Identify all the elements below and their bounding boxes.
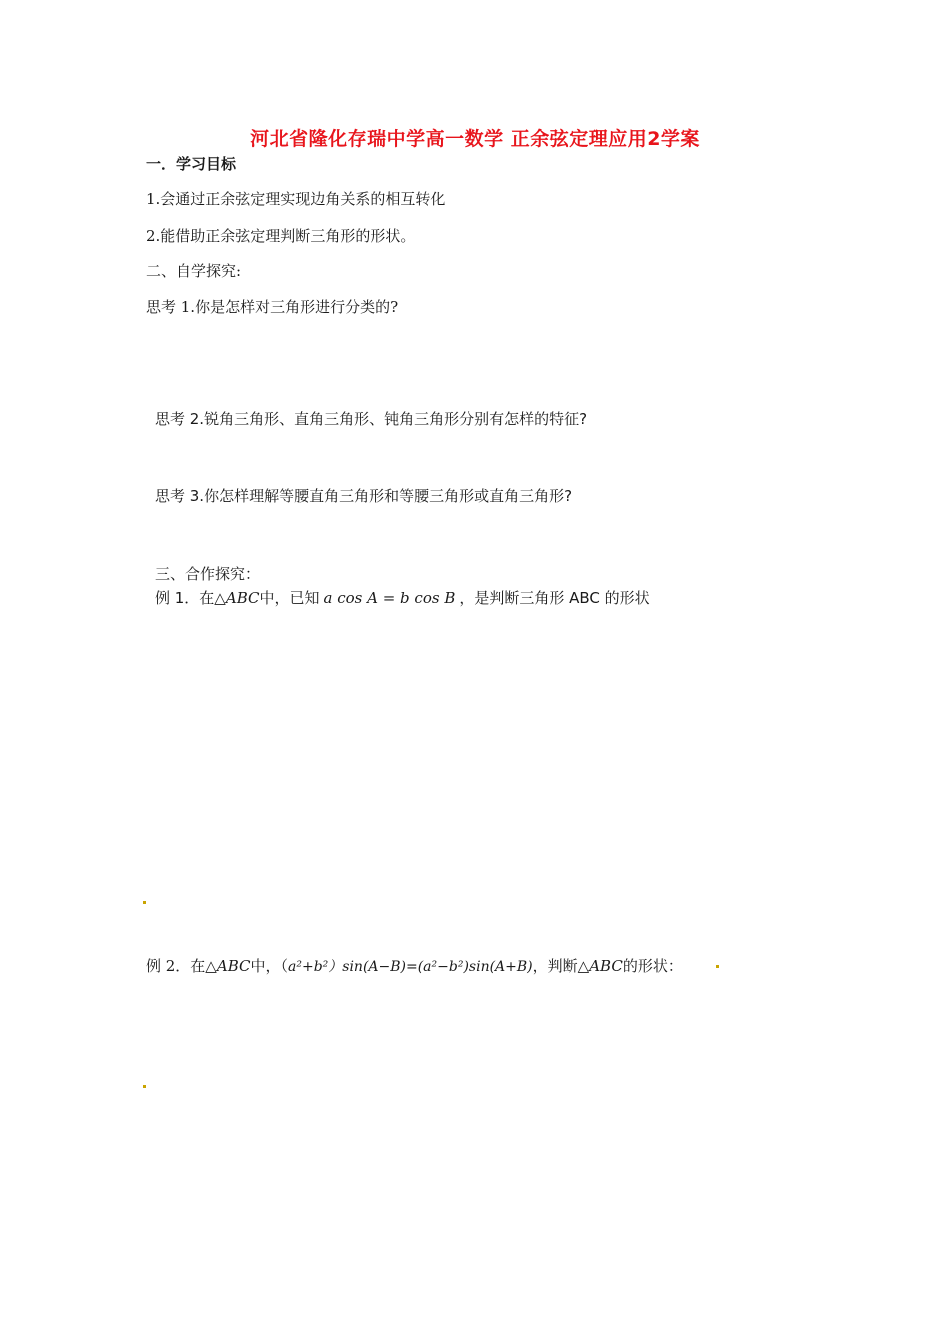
example-2-prefix: 例 2．在△ (146, 957, 217, 975)
think-question-3: 思考 3.你怎样理解等腰直角三角形和等腰三角形或直角三角形? (155, 487, 573, 505)
marker-dot (143, 1085, 146, 1088)
example-2-triangle-2: ABC (589, 957, 623, 975)
section-heading-cooperate: 三、合作探究： (155, 565, 261, 583)
think-question-2: 思考 2.锐角三角形、直角三角形、钝角三角形分别有怎样的特征? (155, 410, 588, 428)
section-heading-self-study: 二、自学探究: (146, 262, 242, 280)
marker-dot (143, 901, 146, 904)
example-2-formula: a²+b²）sin(A−B)=(a²−b²)sin(A+B) (288, 959, 533, 975)
example-2-mid: 中，（ (250, 957, 288, 975)
example-1-mid: 中，已知 (259, 589, 320, 607)
example-2 (146, 955, 683, 976)
example-2-suffix: ，判断△ (532, 957, 590, 975)
example-1-prefix: 例 1．在△ (155, 589, 226, 607)
example-1 (155, 587, 650, 608)
example-1-triangle: ABC (225, 589, 260, 607)
goal-item-1: 1.会通过正余弦定理实现边角关系的相互转化 (146, 190, 446, 208)
marker-dot (716, 965, 719, 968)
example-2-triangle: ABC (216, 957, 251, 975)
example-1-suffix: ，是判断三角形 ABC 的形状 (459, 589, 650, 607)
document-title: 河北省隆化存瑞中学高一数学 正余弦定理应用2学案 (250, 128, 700, 150)
example-1-formula: a cos A = b cos B (323, 589, 456, 607)
goal-item-2: 2.能借助正余弦定理判断三角形的形状。 (146, 227, 416, 245)
think-question-1: 思考 1.你是怎样对三角形进行分类的? (146, 298, 399, 316)
section-heading-goals: 一．学习目标 (146, 155, 237, 173)
example-2-end: 的形状： (622, 957, 683, 975)
